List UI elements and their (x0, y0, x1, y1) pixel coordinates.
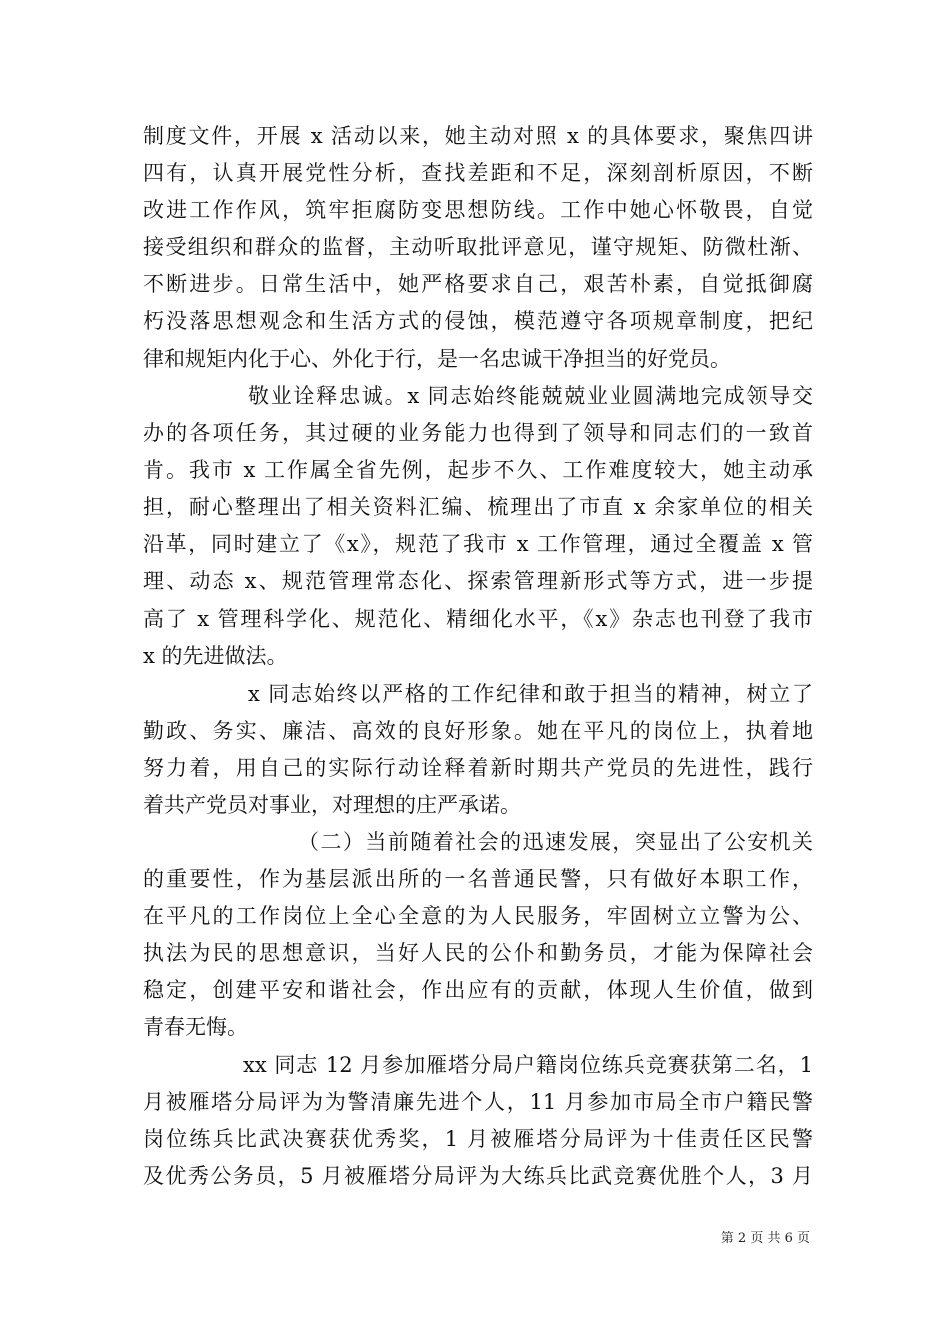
text-line: 办的各项任务，其过硬的业务能力也得到了领导和同志们的一致首 (143, 421, 813, 446)
text-line: 敬业诠释忠诚。x 同志始终能兢兢业业圆满地完成领导交 (248, 384, 813, 408)
text-line: 及优秀公务员，5 月被雁塔分局评为大练兵比武竞赛优胜个人，3 月 (143, 1164, 813, 1189)
text-line: 理、动态 x、规范管理常态化、探索管理新形式等方式，进一步提 (143, 569, 813, 594)
text-line: 朽没落思想观念和生活方式的侵蚀，模范遵守各项规章制度，把纪 (143, 309, 813, 334)
paragraph-3 (143, 676, 813, 824)
paragraph-4 (143, 824, 813, 1047)
text-line: x 的先进做法。 (143, 643, 288, 668)
text-line: （二）当前随着社会的迅速发展，突显出了公安机关 (298, 830, 813, 854)
text-line: 稳定，创建平安和谐社会，作出应有的贡献，体现人生价值，做到 (143, 978, 813, 1003)
text-line: 接受组织和群众的监督，主动听取批评意见，谨守规矩、防微杜渐、 (143, 235, 813, 260)
text-line: 的重要性，作为基层派出所的一名普通民警，只有做好本职工作， (143, 867, 813, 892)
text-line: 沿革，同时建立了《x》，规范了我市 x 工作管理，通过全覆盖 x 管 (143, 532, 813, 557)
paragraph-2 (143, 378, 813, 675)
paragraph-5 (143, 1047, 813, 1195)
text-line: x 同志始终以严格的工作纪律和敢于担当的精神，树立了 (248, 682, 813, 706)
text-line: 四有，认真开展党性分析，查找差距和不足，深刻剖析原因，不断 (143, 161, 813, 186)
text-line: 改进工作作风，筑牢拒腐防变思想防线。工作中她心怀敬畏，自觉 (143, 198, 813, 223)
text-line: 不断进步。日常生活中，她严格要求自己，艰苦朴素，自觉抵御腐 (143, 272, 813, 297)
paragraph-1 (143, 118, 813, 378)
text-line: 担，耐心整理出了相关资料汇编、梳理出了市直 x 余家单位的相关 (143, 495, 813, 520)
text-line: 月被雁塔分局评为为警清廉先进个人，11 月参加市局全市户籍民警 (143, 1090, 813, 1115)
text-line: 在平凡的工作岗位上全心全意的为人民服务，牢固树立立警为公、 (143, 904, 813, 929)
text-line: 制度文件，开展 x 活动以来，她主动对照 x 的具体要求，聚焦四讲 (143, 124, 813, 148)
text-line: 青春无悔。 (143, 1015, 248, 1040)
text-line: 高了 x 管理科学化、规范化、精细化水平，《x》杂志也刊登了我市 (143, 606, 813, 631)
text-line: 着共产党员对事业，对理想的庄严承诺。 (143, 793, 521, 818)
text-line: 岗位练兵比武决赛获优秀奖，1 月被雁塔分局评为十佳责任区民警 (143, 1127, 813, 1152)
text-line: xx 同志 12 月参加雁塔分局户籍岗位练兵竞赛获第二名，1 (243, 1053, 813, 1077)
text-line: 律和规矩内化于心、外化于行，是一名忠诚干净担当的好党员。 (143, 346, 731, 371)
text-line: 勤政、务实、廉洁、高效的良好形象。她在平凡的岗位上，执着地 (143, 719, 813, 744)
page-number: 第 2 页 共 6 页 (720, 1231, 810, 1246)
text-line: 执法为民的思想意识，当好人民的公仆和勤务员，才能为保障社会 (143, 941, 813, 966)
text-line: 肯。我市 x 工作属全省先例，起步不久、工作难度较大，她主动承 (143, 458, 813, 483)
text-line: 努力着，用自己的实际行动诠释着新时期共产党员的先进性，践行 (143, 756, 813, 781)
